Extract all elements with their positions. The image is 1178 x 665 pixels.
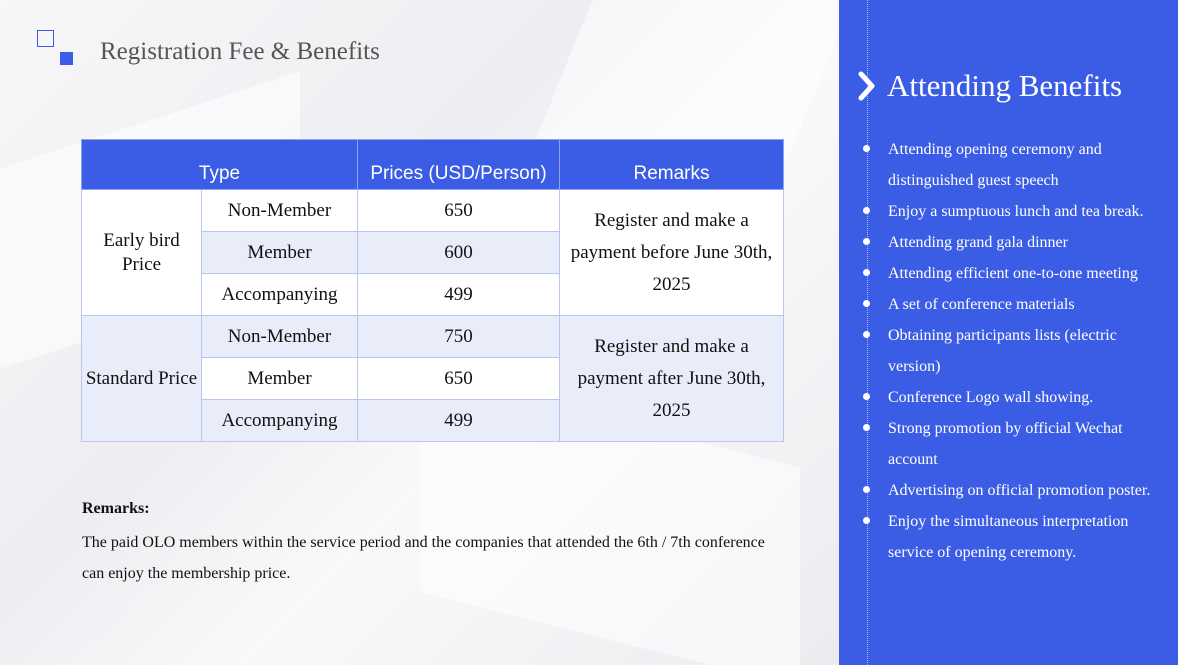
member-type-cell: Member xyxy=(202,358,358,400)
benefit-text: Attending opening ceremony and distinguished guest speech xyxy=(888,141,1102,189)
bullet-icon xyxy=(863,331,870,338)
benefit-text: Advertising on official promotion poster. xyxy=(888,482,1151,499)
list-item xyxy=(888,227,1173,258)
price-cell: 499 xyxy=(358,274,560,316)
benefits-title: Attending Benefits xyxy=(887,68,1123,103)
price-cell: 650 xyxy=(358,358,560,400)
member-type-cell: Member xyxy=(202,232,358,274)
benefit-text: Conference Logo wall showing. xyxy=(888,389,1094,406)
standard-price-remark: Register and make a payment after June 30th, 2025 xyxy=(560,316,784,442)
table-row xyxy=(82,316,784,358)
outline-square-decoration xyxy=(37,30,54,47)
list-item xyxy=(888,196,1173,227)
member-type-cell: Non-Member xyxy=(202,316,358,358)
list-item xyxy=(888,320,1173,382)
early-bird-remark: Register and make a payment before June 30th, 2025 xyxy=(560,190,784,316)
list-item xyxy=(888,475,1173,506)
bullet-icon xyxy=(863,424,870,431)
fee-table xyxy=(81,139,784,442)
benefit-text: Enjoy the simultaneous interpretation service of opening ceremony. xyxy=(888,513,1129,561)
benefit-text: Strong promotion by official Wechat account xyxy=(888,420,1123,468)
benefit-text: Attending grand gala dinner xyxy=(888,234,1068,251)
member-type-cell: Non-Member xyxy=(202,190,358,232)
header-prices: Prices (USD/Person) xyxy=(358,140,560,190)
bullet-icon xyxy=(863,486,870,493)
benefit-text: Enjoy a sumptuous lunch and tea break. xyxy=(888,203,1144,220)
header-remarks: Remarks xyxy=(560,140,784,190)
member-type-cell: Accompanying xyxy=(202,274,358,316)
standard-price-label: Standard Price xyxy=(82,316,202,442)
bullet-icon xyxy=(863,393,870,400)
early-bird-label: Early bird Price xyxy=(82,190,202,316)
bullet-icon xyxy=(863,517,870,524)
table-row xyxy=(82,190,784,232)
list-item xyxy=(888,413,1173,475)
bullet-icon xyxy=(863,300,870,307)
bullet-icon xyxy=(863,207,870,214)
member-type-cell: Accompanying xyxy=(202,400,358,442)
price-cell: 600 xyxy=(358,232,560,274)
benefits-list xyxy=(888,134,1173,568)
price-cell: 499 xyxy=(358,400,560,442)
remarks-text: The paid OLO members within the service period and the companies that attended the 6th / 7th conference can enjoy the membership price. xyxy=(82,534,765,582)
chevron-right-icon xyxy=(857,70,877,102)
benefit-text: Obtaining participants lists (electric version) xyxy=(888,327,1117,375)
bullet-icon xyxy=(863,145,870,152)
benefits-panel xyxy=(839,0,1178,665)
list-item xyxy=(888,258,1173,289)
list-item xyxy=(888,289,1173,320)
benefit-text: Attending efficient one-to-one meeting xyxy=(888,265,1138,282)
remarks-heading: Remarks: xyxy=(82,500,150,517)
page-title: Registration Fee & Benefits xyxy=(100,38,380,65)
bullet-icon xyxy=(863,238,870,245)
benefit-text: A set of conference materials xyxy=(888,296,1075,313)
filled-square-decoration xyxy=(60,52,73,65)
header-type: Type xyxy=(82,140,358,190)
price-cell: 750 xyxy=(358,316,560,358)
bullet-icon xyxy=(863,269,870,276)
list-item xyxy=(888,382,1173,413)
price-cell: 650 xyxy=(358,190,560,232)
list-item xyxy=(888,506,1173,568)
list-item xyxy=(888,134,1173,196)
